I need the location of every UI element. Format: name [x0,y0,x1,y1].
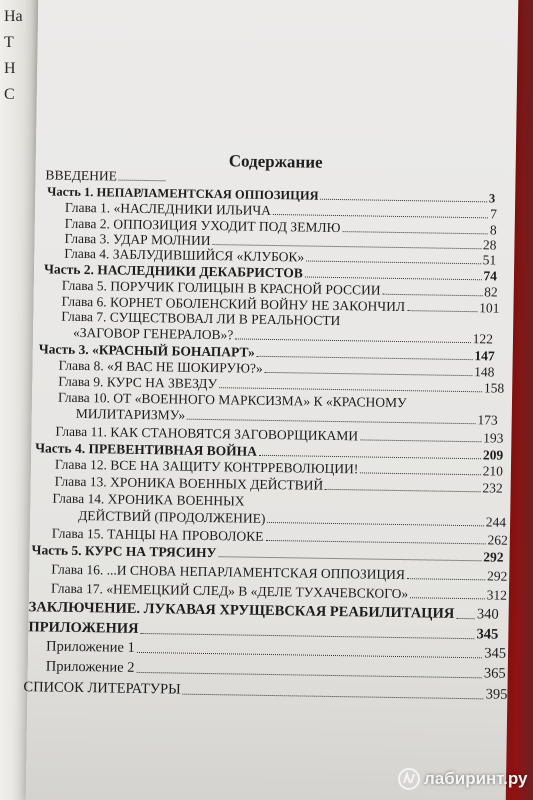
toc-page-number: 82 [484,284,498,300]
toc-entry-title: Глава 9. КУРС НА ЗВЕЗДУ [58,373,218,392]
watermark-text: лабиринт.ру [424,769,528,788]
toc-entry-title: Часть 1. НЕПАРЛАМЕНТСКАЯ ОППОЗИЦИЯ [47,184,319,203]
toc-page-number: 209 [482,447,504,463]
toc-entry-title: ПРИЛОЖЕНИЯ [28,619,139,637]
toc-page-number: 365 [483,665,506,682]
toc-entry-title: Глава 8. «Я ВАС НЕ ШОКИРУЮ?» [58,357,263,376]
toc-page-number: 147 [474,348,495,364]
left-page-fragment: Ha [4,8,23,25]
toc-entry [46,659,506,681]
toc-entry-title: Часть 2. НАСЛЕДНИКИ ДЕКАБРИСТОВ [43,261,304,281]
toc-page-number: 148 [474,364,495,380]
toc-page-number: 51 [482,252,497,268]
toc-entry-title: СПИСОК ЛИТЕРАТУРЫ [23,679,181,698]
toc-entry-title: Глава 17. «НЕМЕЦКИЙ СЛЕД» В «ДЕЛЕ ТУХАЧЕВСКОГО» [50,580,409,602]
toc-leader-dots [306,261,481,265]
toc-page-number: 122 [472,331,494,347]
toc-page-number: 262 [487,532,508,548]
toc-page-number: 244 [485,514,507,530]
toc-entry-title: ВВЕДЕНИЕ [45,167,118,184]
toc-leader-dots [360,440,481,443]
toc-leader-dots [265,540,485,544]
toc-entry [46,639,506,661]
toc-entry-title-continued: МИЛИТАРИЗМУ» [75,405,186,423]
table-of-contents [23,0,519,800]
page-title: Содержание [228,151,323,172]
toc-leader-dots [183,694,484,700]
toc-leader-dots [325,489,480,492]
toc-leader-dots [321,199,487,203]
book-page [23,0,519,800]
labirint-watermark [398,768,527,790]
left-page-fragment: H [4,60,16,77]
toc-page-number: 345 [484,645,507,662]
toc-leader-dots [305,277,482,281]
toc-leader-dots [119,180,166,182]
toc-leader-dots [382,294,482,297]
left-page-fragment: T [4,34,14,51]
toc-page-number: 3 [488,191,496,206]
toc-page-number: 292 [486,568,508,584]
toc-leader-dots [407,578,485,580]
toc-entry-title-continued: «ЗАГОВОР ГЕНЕРАЛОВ»? [72,324,234,343]
toc-entry-title: Глава 6. КОРНЕТ ОБОЛЕНСКИЙ ВОЙНУ НЕ ЗАКОНЧИЛ [61,293,406,315]
toc-entry-title: Часть 3. «КРАСНЫЙ БОНАПАРТ» [38,341,256,360]
toc-page-number: 8 [489,222,497,238]
toc-leader-dots [219,387,482,392]
toc-entry-title: Глава 4. ЗАБЛУДИВШИЙСЯ «КЛУБОК» [64,245,305,265]
toc-page-number: 101 [479,300,500,316]
toc-page-number: 395 [485,686,508,703]
toc-leader-dots [136,672,482,678]
toc-leader-dots [137,652,483,658]
toc-page-number: 345 [476,626,499,643]
toc-entry-bold: ЗАКЛЮЧЕНИЕ. ЛУКАВАЯ ХРУЩЕВСКАЯ РЕАБИЛИТАЦИЯ [28,599,455,622]
toc-entry-title: Приложение 2 [45,658,135,676]
toc-entry-title-continued: ДЕЙСТВИЙ (ПРОДОЛЖЕНИЕ) [78,507,266,526]
toc-leader-dots [218,556,481,561]
left-page-fragment: C [4,86,15,103]
toc-entry-title: Глава 14. ХРОНИКА ВОЕННЫХ [52,490,245,509]
toc-entry-title: Глава 5. ПОРУЧИК ГОЛИЦЫН В КРАСНОЙ РОССИИ [61,277,381,298]
toc-leader-dots [259,455,481,459]
toc-leader-dots [257,356,473,360]
toc-entry-title: Часть 5. КУРС НА ТРЯСИНУ [31,542,217,561]
toc-page-number: 173 [477,412,498,428]
toc-leader-dots [265,372,473,376]
toc-leader-dots [410,597,485,599]
toc-entry-title: Приложение 1 [45,638,135,656]
labirint-logo-icon [398,768,420,790]
toc-page-number: 193 [483,430,504,446]
toc-entry-title: Глава 10. ОТ «ВОЕННОГО МАРКСИЗМА» К «КРАСНОМУ [57,389,407,411]
toc-entry-title: Глава 7. СУЩЕСТВОВАЛ ЛИ В РЕАЛЬНОСТИ [61,308,341,329]
toc-leader-dots [273,214,488,218]
toc-entry-title: Глава 3. УДАР МОЛНИИ [64,230,211,249]
toc-page-number: 158 [483,380,505,396]
toc-leader-dots [456,618,475,619]
toc-leader-dots [235,339,470,344]
toc-page-number: 74 [483,268,498,284]
toc-entry-title [29,600,455,622]
toc-page-number: 340 [476,606,499,623]
toc-page-number: 312 [486,587,508,603]
toc-page-number: 28 [482,237,497,253]
toc-page-number: 210 [482,463,504,479]
toc-entry-title: Глава 11. КАК СТАНОВЯТСЯ ЗАГОВОРЩИКАМИ [55,423,359,444]
toc-entry [45,168,167,184]
toc-page-number: 292 [483,549,504,565]
toc-entry-title: Часть 4. ПРЕВЕНТИВНАЯ ВОЙНА [35,440,258,459]
toc-entry-title: Глава 13. ХРОНИКА ВОЕННЫХ ДЕЙСТВИЙ [54,473,324,493]
toc-entry-title: Глава 12. ВСЕ НА ЗАЩИТУ КОНТРРЕВОЛЮЦИИ! [54,456,359,477]
toc-entry-title: Глава 16. ...И СНОВА НЕПАРЛАМЕНТСКАЯ ОППОЗИЦИЯ [51,561,406,583]
toc-entry-title: Глава 15. ТАНЦЫ НА ПРОВОЛОКЕ [51,525,264,544]
toc-leader-dots [140,633,474,639]
toc-entry-title: Глава 1. «НАСЛЕДНИКИ ИЛЬИЧА [64,199,272,218]
toc-page-number: 7 [490,206,498,222]
toc-page-number: 232 [482,480,503,496]
toc-leader-dots [267,522,483,526]
toc-entry-title: Глава 2. ОППОЗИЦИЯ УХОДИТ ПОД ЗЕМЛЮ [64,215,341,236]
toc-entry [23,680,507,703]
toc-leader-dots [187,419,475,425]
toc-leader-dots [360,473,480,476]
toc-leader-dots [407,310,477,312]
toc-leader-dots [342,231,488,234]
